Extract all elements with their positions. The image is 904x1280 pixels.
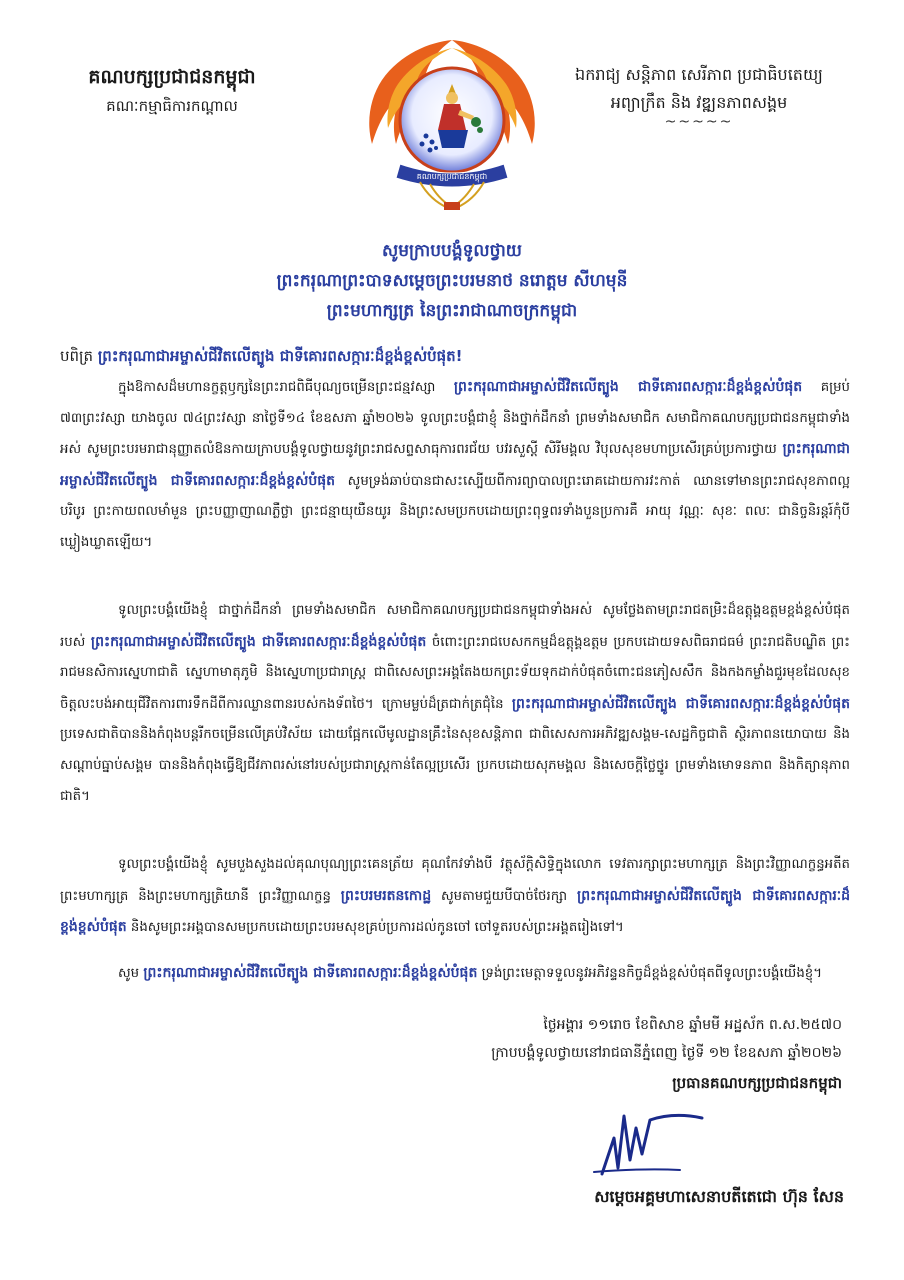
paragraph-2 [60,596,850,812]
p1-king-title-b: ព្រះករុណាជាអម្ចាស់ជីវិតលើត្បូង ជាទីគោរពសក្ការៈដ៏ខ្ពង់ខ្ពស់បំផុត [60,441,850,489]
p1-text-a: ក្នុងឱកាសដ៏មហានក្ខត្តឫក្សនៃព្រះរាជពិធីបុណ្យចម្រើនព្រះជន្មវស្សា [118,380,436,395]
paragraph-1 [60,372,850,559]
p3-king-title: ព្រះករុណាជាអម្ចាស់ជីវិតលើត្បូង ជាទីគោរពសក្ការៈដ៏ខ្ពង់ខ្ពស់បំផុត [60,887,851,936]
p3-text-a: ទូលព្រះបង្គំយើងខ្ញុំ សូមបួងសួងដល់គុណបុណ្យព្រះគេនត្រ័យ គុណកែវទាំងបី វត្ថុស័ក្តិសិទ្ធិក្នុងលោក ទេវតារក្សាព្រះមហាក្សត្រ និងព្រះវិញ្ញាណក្ខន្ធអតីតព្រះមហាក្សត្រ និងព្រះមហាក្សត្រិយានី ព្រះវិញ្ញាណក្ខន្ធ [60,857,850,904]
emblem-banner-text: គណបក្សប្រជាជនកម្ពុជា [416,172,488,181]
party-emblem-logo [360,32,544,212]
title-line-2: ព្រះករុណាព្រះបាទសម្តេចព្រះបរមនាថ នរោត្តម សីហមុនី [276,271,628,291]
p4-text-c: ទ្រង់ព្រះមេត្តាទទួលនូវអភិវន្ទនកិច្ចដ៏ខ្ពង់ខ្ពស់បំផុតពីទូលព្រះបង្គំយើងខ្ញុំ។ [481,966,822,981]
p2-king-title-a: ព្រះករុណាជាអម្ចាស់ជីវិតលើត្បូង ជាទីគោរពសក្ការៈដ៏ខ្ពង់ខ្ពស់បំផុត [90,633,427,650]
title-line-3: ព្រះមហាក្សត្រ នៃព្រះរាជាណាចក្រកម្ពុជា [326,301,578,321]
signature-mark [584,1098,714,1184]
party-name: គណបក្សប្រជាជនកម្ពុជា [88,66,256,88]
signer-name: សម្តេចអគ្គមហាសេនាបតីតេជោ ហ៊ុន សែន [594,1187,844,1206]
salutation [60,344,850,368]
p4-king-title: ព្រះករុណាជាអម្ចាស់ជីវិតលើត្បូង ជាទីគោរពសក្ការៈដ៏ខ្ពង់ខ្ពស់បំផុត [143,965,478,981]
p1-king-title-a: ព្រះករុណាជាអម្ចាស់ជីវិតលើត្បូង ជាទីគោរពសក្ការៈដ៏ខ្ពង់ខ្ពស់បំផុត [453,379,803,395]
p2-text-e: ប្រទេសជាតិបាននិងកំពុងបន្តរីកចម្រើនលើគ្រប់វិស័យ ដោយផ្អែកលើមូលដ្ឋានគ្រឹះនៃសុខសន្តិភាព ជាពិសេសការអភិវឌ្ឍសង្គម-សេដ្ឋកិច្ចជាតិ ស្ថិរភាពនយោបាយ និងសណ្តាប់ធ្នាប់សង្គម បាននិងកំពុងធ្វើឱ្យជីវភាពរស់នៅរបស់ប្រជារាស្ត្រកាន់តែល្អប្រសើរ ប្រកបដោយសុភមង្គល និងសេចក្តីថ្លៃថ្នូរ ព្រមទាំងមោទនភាព និងកិត្យានុភាពជាតិ។ [60,727,850,804]
ornament-divider: ~~~~~ [664,114,734,130]
signer-role: ប្រធានគណបក្សប្រជាជនកម្ពុជា [672,1074,842,1092]
national-motto-line2: អព្យាក្រឹត និង វឌ្ឍនភាពសង្គម [610,93,788,112]
committee-name: គណៈកម្មាធិការកណ្តាល [106,97,238,115]
p3-royal-urn: ព្រះបរមរតនកោដ្ឋ [340,887,432,904]
title-line-1: សូមក្រាបបង្គំទូលថ្វាយ [382,241,522,261]
header-right [544,62,854,130]
header-left [62,64,282,118]
p1-text-e: សូមទ្រង់ឆាប់បានជាសះស្បើយពីការព្យាបាលព្រះរោគដោយការវះកាត់ ឈានទៅមានព្រះរាជសុខភាពល្អបរិបូរ ព្រះកាយពលមាំមួន ព្រះបញ្ញាញាណភ្លឺថ្លា ព្រះជន្មាយុយឺនយូរ និងព្រះសមប្រកបដោយព្រះពុទ្ធពរទាំងបួនប្រការគឺ អាយុ វណ្ណៈ សុខៈ ពលៈ ជានិច្ចនិរន្តរ៍កុំបីឃ្លៀងឃ្លាតឡើយ។ [60,473,850,550]
p1-text-c: គម្រប់ ៧៣ព្រះវស្សា យាងចូល ៧៤ព្រះវស្សា នាថ្ងៃទី១៤ ខែឧសភា ឆ្នាំ២០២៦ ទូលព្រះបង្គំជាខ្ញុំ និងថ្នាក់ដឹកនាំ ព្រមទាំងសមាជិក សមាជិកាគណបក្សប្រជាជនកម្ពុជាទាំងអស់ សូមព្រះបរមរាជានុញ្ញាតលំឱនកាយក្រាបបង្គំទូលថ្វាយនូវព្រះរាជសព្ទសាធុការពរជ័យ បវរសួស្តី សិរីមង្គល វិបុលសុខមហាប្រសើរគ្រប់ប្រការថ្វាយ [60,380,851,458]
p3-text-c: សូមតាមជួយបីបាច់ថែរក្សា [440,888,568,904]
paragraph-3 [60,850,850,944]
date-solar: ក្រាបបង្គំទូលថ្វាយនៅរាជធានីភ្នំពេញ ថ្ងៃទី ១២ ខែឧសភា ឆ្នាំ២០២៦ [491,1045,842,1061]
p2-text-c: ចំពោះព្រះរាជបេសកកម្មដ៏ឧត្តុង្គឧត្តម ប្រកបដោយទសពិធរាជធម៌ ព្រះរាជតិបណ្ឌិត ព្រះរាជមនសិការស្នេហាជាតិ ស្នេហាមាតុភូមិ និងស្នេហាប្រជារាស្ត្រ ជាពិសេសព្រះអង្គតែងយកព្រះទ័យទុកដាក់បំផុតចំពោះជនភៀសសឹក និងកងកម្លាំងជួរមុខដែលសុខចិត្តលះបង់អាយុជីវិតការពារទឹកដីពីការឈ្លានពានរបស់កងទ័ពថៃ។ ក្រោមម្លប់ដ៏ត្រជាក់ត្រជុំនៃ [60,634,851,712]
p2-king-title-b: ព្រះករុណាជាអម្ចាស់ជីវិតលើត្បូង ជាទីគោរពសក្ការៈដ៏ខ្ពង់ខ្ពស់បំផុត [511,695,850,712]
p3-text-e: និងសូមព្រះអង្គបានសមប្រកបដោយព្រះបរមសុខគ្រប់ប្រការដល់កូនចៅ ចៅទួតរបស់ព្រះអង្គតរៀងទៅ។ [130,920,624,936]
salutation-prefix: បពិត្រ [60,347,94,365]
p2-text-a: ទូលព្រះបង្គំយើងខ្ញុំ ជាថ្នាក់ដឹកនាំ ព្រមទាំងសមាជិក សមាជិកាគណបក្សប្រជាជនកម្ពុជាទាំងអស់ សូមថ្លែងតាមព្រះរាជតម្រិះដ៏ឧត្តុង្គឧត្តមខ្ពង់ខ្ពស់បំផុតរបស់ [60,603,850,650]
national-motto-line1: ឯករាជ្យ សន្តិភាព សេរីភាព ប្រជាធិបតេយ្យ [575,65,823,84]
p4-text-a: សូម [118,966,140,981]
salutation-emphasis: ព្រះករុណាជាអម្ចាស់ជីវិតលើត្បូង ជាទីគោរពសក្ការៈដ៏ខ្ពង់ខ្ពស់បំផុត! [97,347,463,365]
paragraph-4 [60,958,850,990]
date-lunar: ថ្ងៃអង្គារ ១១រោច ខែពិសាខ ឆ្នាំមមី អដ្ឋស័ក ព.ស.២៥៧០ [543,1017,842,1033]
